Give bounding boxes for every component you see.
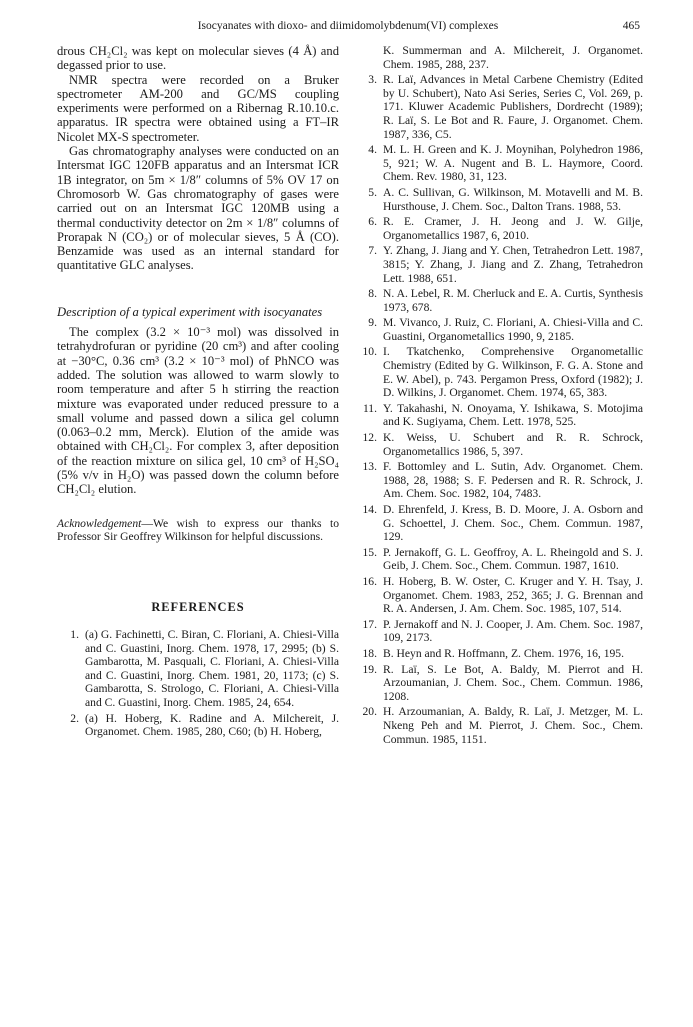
reference-text: R. Laï, S. Le Bot, A. Baldy, M. Pierrot and H. Arzoumanian, J. Chem. Soc., Chem. Commun. 1986, 1208. — [383, 662, 643, 703]
reference-number: 14. — [362, 503, 377, 516]
reference-text: I. Tkatchenko, Comprehensive Organometallic Chemistry (Edited by G. Wilkinson, F. G. A. Stone and E. W. Abel), p. 743. Pergamon Press, Oxford (1982); J. D. Wilkins, J. Organomet. Chem. 1974, 65, 383. — [383, 345, 643, 400]
reference-text: K. Summerman and A. Milchereit, J. Organomet. Chem. 1985, 288, 237. — [383, 44, 643, 71]
reference-item — [355, 402, 643, 429]
reference-number: 5. — [368, 185, 377, 199]
reference-text: R. Laï, Advances in Metal Carbene Chemistry (Edited by U. Schubert), Nato Asi Series, Series C, Vol. 269, p. 171. Kluwer Academic Publishers, Dordrecht (1989); R. Laï, S. Le Bot and R. Faure, J. Organomet. Chem. 1987, 336, C5. — [383, 73, 643, 141]
paragraph: drous CH₂Cl₂ was kept on molecular sieves (4 Å) and degassed prior to use. — [57, 44, 339, 73]
reference-number: 19. — [362, 662, 377, 676]
section-title: Description of a typical experiment with isocyanates — [57, 304, 323, 319]
reference-number: 15. — [362, 545, 377, 559]
reference-text: (a) G. Fachinetti, C. Biran, C. Floriani, A. Chiesi-Villa and C. Guastini, Inorg. Chem. 1978, 17, 2995; (b) S. Gambarotta, M. Pasquali, C. Floriani, A. Chiesi-Villa and C. Guastini, Inorg. Chem. 1981, 20, 1173; (c) S. Gambarotta, S. Strologo, C. Floriani, A. Chiesi-Villa and C. Guastini, Inorg. Chem. 1985, 24, 654. — [85, 628, 339, 710]
reference-number: 10. — [362, 345, 377, 359]
reference-text: Y. Takahashi, N. Onoyama, Y. Ishikawa, S. Motojima and K. Sugiyama, Chem. Lett. 1978, 525. — [383, 401, 643, 429]
reference-continuation — [355, 44, 643, 71]
page-number: 465 — [622, 20, 640, 32]
reference-list — [355, 44, 643, 746]
running-header — [56, 20, 640, 36]
reference-item — [355, 546, 643, 573]
reference-item — [355, 647, 643, 661]
reference-item — [355, 287, 643, 314]
reference-item — [355, 143, 643, 184]
reference-number: 20. — [362, 705, 377, 719]
paragraph: Gas chromatography analyses were conducted on an Intersmat IGC 120FB apparatus and an Intersmat ICR 1B integrator, on 5m × 1/8″ columns of 5% OV 17 on Chromosorb W. Gas chromatography of gases were carried out on an Intersmat IGC 120MB using a thermal conductivity detector on 2m × 1/8″ columns of Prorapak N (CO₂) or of molecular sieves, 5 Å (CO). Benzamide was used as an internal standard for quantitative GLC analyses. — [57, 144, 339, 273]
reference-item — [355, 503, 643, 544]
acknowledgement-label: Acknowledgement — [57, 516, 142, 530]
reference-number: 2. — [70, 711, 79, 725]
running-title: Isocyanates with dioxo- and diimidomolybdenum(VI) complexes — [197, 20, 499, 32]
reference-text: R. E. Cramer, J. H. Jeong and J. W. Gilje, Organometallics 1987, 6, 2010. — [383, 215, 643, 242]
reference-text: P. Jernakoff and N. J. Cooper, J. Am. Chem. Soc. 1987, 109, 2173. — [383, 617, 643, 645]
paragraph: The complex (3.2 × 10⁻³ mol) was dissolved in tetrahydrofuran or pyridine (20 cm³) and after cooling at −30°C, 0.36 cm³ (3.2 × 10⁻³ mol) of PhNCO was added. The solution was allowed to warm slowly to room temperature and after 5 h stirring the reaction mixture was evaporated under reduced pressure to a small volume and passed down a silica gel column (0.063–0.2 mm, Merck). Elution of the amide was obtained with CH₂Cl₂. For complex 3, after deposition of the reaction mixture on silica gel, 10 cm³ of H₂SO₄ (5% v/v in H₂O) was passed down the column before CH₂Cl₂ elution. — [57, 325, 339, 497]
reference-text: M. L. H. Green and K. J. Moynihan, Polyhedron 1986, 5, 921; W. A. Nugent and B. L. Haymore, Coord. Chem. Rev. 1980, 31, 123. — [383, 143, 643, 184]
reference-number: 7. — [368, 244, 377, 258]
reference-number: 8. — [368, 287, 377, 301]
references-heading: REFERENCES — [151, 599, 245, 614]
reference-text: Y. Zhang, J. Jiang and Y. Chen, Tetrahedron Lett. 1987, 3815; Y. Zhang, J. Jiang and Z. Zhang, Tetrahedron Lett. 1988, 651. — [383, 244, 643, 285]
reference-text: H. Arzoumanian, A. Baldy, R. Laï, J. Metzger, M. L. Nkeng Peh and M. Pierrot, J. Chem. Soc., Chem. Commun. 1985, 1151. — [383, 705, 643, 746]
reference-item — [57, 628, 339, 710]
reference-number: 1. — [70, 628, 79, 642]
reference-item — [355, 186, 643, 213]
paragraph: NMR spectra were recorded on a Bruker spectrometer AM-200 and GC/MS coupling experiments were performed on a Ribernag R.10.10.c. apparatus. IR spectra were obtained using a FT–IR Nicolet MX-S spectrometer. — [57, 72, 339, 144]
reference-text: M. Vivanco, J. Ruiz, C. Floriani, A. Chiesi-Villa and C. Guastini, Organometallics 1990, 9, 2185. — [383, 316, 643, 343]
reference-number: 3. — [368, 73, 377, 87]
reference-item — [355, 705, 643, 746]
reference-item — [355, 244, 643, 285]
reference-text: H. Hoberg, B. W. Oster, C. Kruger and Y. H. Tsay, J. Organomet. Chem. 1983, 252, 365; J. G. Brennan and R. A. Andersen, J. Am. Chem. Soc. 1985, 107, 514. — [383, 574, 643, 616]
reference-text: P. Jernakoff, G. L. Geoffroy, A. L. Rheingold and S. J. Geib, J. Chem. Soc., Chem. Commun. 1987, 1610. — [383, 545, 643, 573]
reference-number: 13. — [362, 460, 377, 474]
reference-item — [355, 316, 643, 343]
right-column — [355, 44, 643, 748]
reference-text: B. Heyn and R. Hoffmann, Z. Chem. 1976, 16, 195. — [383, 646, 624, 660]
reference-item — [355, 345, 643, 399]
reference-number: 18. — [362, 646, 377, 660]
reference-number: 11. — [362, 401, 377, 415]
reference-item — [355, 73, 643, 141]
reference-item — [355, 575, 643, 616]
reference-item — [355, 431, 643, 458]
reference-number: 16. — [362, 574, 377, 588]
acknowledgement-text: —We wish to express our thanks to Professor Sir Geoffrey Wilkinson for helpful discussions. — [57, 516, 339, 544]
reference-number: 4. — [368, 143, 377, 157]
reference-text: D. Ehrenfeld, J. Kress, B. D. Moore, J. A. Osborn and G. Schoettel, J. Chem. Soc., Chem. Commun. 1987, 129. — [383, 503, 643, 544]
reference-text: N. A. Lebel, R. M. Cherluck and E. A. Curtis, Synthesis 1973, 678. — [383, 287, 643, 314]
reference-number: 12. — [362, 431, 377, 445]
reference-text: A. C. Sullivan, G. Wilkinson, M. Motavelli and M. B. Hursthouse, J. Chem. Soc., Dalton Trans. 1988, 53. — [383, 185, 643, 213]
reference-text: F. Bottomley and L. Sutin, Adv. Organomet. Chem. 1988, 28, 1988; S. F. Pedersen and R. R. Schrock, J. Am. Chem. Soc. 1982, 104, 7483. — [383, 460, 643, 501]
reference-item — [355, 215, 643, 242]
reference-number: 6. — [368, 215, 377, 229]
reference-item — [57, 712, 339, 739]
acknowledgement — [57, 517, 339, 544]
reference-number: 17. — [362, 617, 377, 631]
reference-text: K. Weiss, U. Schubert and R. R. Schrock, Organometallics 1986, 5, 397. — [383, 431, 643, 458]
left-column — [57, 44, 339, 741]
reference-item — [355, 460, 643, 501]
reference-item — [355, 663, 643, 704]
reference-number: 9. — [368, 316, 377, 330]
reference-item — [355, 618, 643, 645]
reference-text: (a) H. Hoberg, K. Radine and A. Milchereit, J. Organomet. Chem. 1985, 280, C60; (b) H. Hoberg, — [85, 711, 339, 739]
reference-list — [57, 628, 339, 739]
